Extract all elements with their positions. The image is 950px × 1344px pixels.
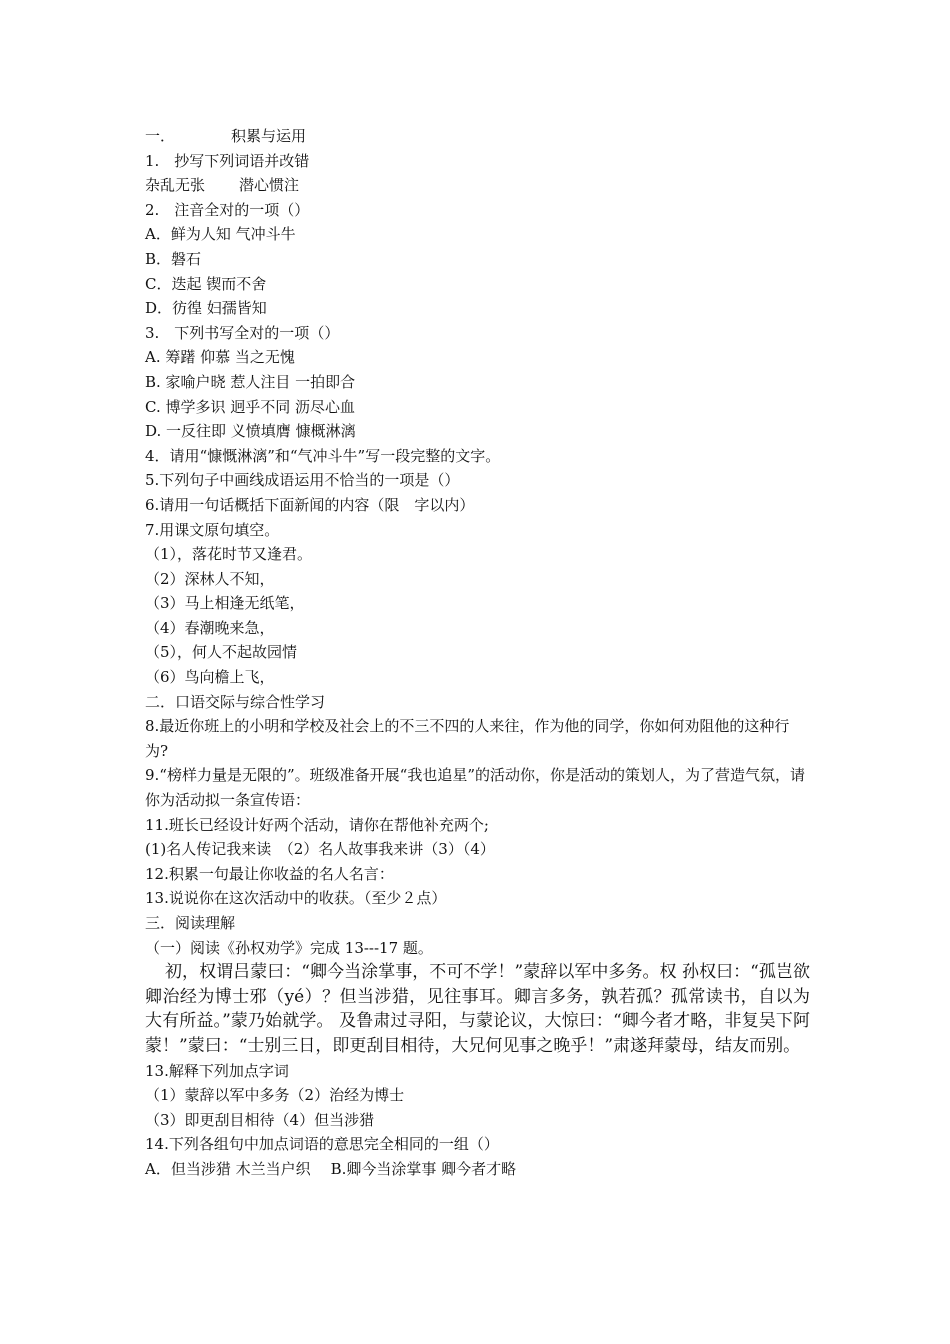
question-6: 6.请用一句话概括下面新闻的内容（限 字以内） [145,495,475,514]
question-14: 14.下列各组句中加点词语的意思完全相同的一组（） [145,1135,499,1154]
reading-instruction: （一）阅读《孙权劝学》完成 13---17 题。 [145,938,433,957]
question-5: 5.下列句子中画线成语运用不恰当的一项是（） [145,471,460,490]
section-heading-3: 三．阅读理解 [145,914,236,932]
question-8: 8.最近你班上的小明和学校及社会上的不三不四的人来往，作为他的同学，你如何劝阻他的这种行为? [145,717,790,760]
q2-option-d: D．彷徨 妇孺皆知 [145,299,267,318]
question-9: 9.“榜样力量是无限的”。班级准备开展“我也追星”的活动你，你是活动的策划人，为了营造气氛，请你为活动拟一条宣传语： [145,766,805,810]
q7-item-3: （3）马上相逢无纸笔， [145,594,305,613]
q7-item-1: （1），落花时节又逢君。 [145,545,313,564]
q2-option-a: A．鲜为人知 气冲斗牛 [145,225,296,244]
question-2: 2. 注音全对的一项（） [145,200,310,219]
section-number: 一． [145,127,176,145]
question-7: 7.用课文原句填空。 [145,520,280,539]
q7-item-6: （6）鸟向檐上飞， [145,668,275,687]
q14-option-b: B.卿今当涂掌事 卿今者才略 [330,1159,517,1178]
q3-option-a: A. 筹躇 仰慕 当之无愧 [145,348,295,367]
question-3: 3. 下列书写全对的一项（） [145,323,340,342]
q14-option-a: A．但当涉猎 木兰当户织 [145,1159,311,1178]
word-2: 潜心惯注 [239,176,300,195]
q7-item-2: （2）深林人不知， [145,569,275,588]
document-content [145,124,810,1182]
q3-option-c: C. 博学多识 迥乎不同 沥尽心血 [145,397,356,416]
q3-option-d: D. 一反往即 义愤填膺 慷概淋漓 [145,422,356,441]
q7-item-4: （4）春潮晚来急， [145,618,275,637]
question-11: 11.班长已经设计好两个活动，请你在帮他补充两个; [145,815,489,834]
section-heading-1 [145,124,810,149]
q11-items: (1)名人传记我来读 （2）名人故事我来讲（3）（4） [145,840,495,859]
question-1: 1. 抄写下列词语并改错 [145,151,310,170]
q3-option-b: B. 家喻户晓 惹人注目 一拍即合 [145,372,356,391]
q2-option-b: B．磐石 [145,249,202,268]
q7-item-5: （5），何人不起故园情 [145,643,298,662]
section-title: 积累与运用 [231,127,307,145]
question-13-explain: 13.解释下列加点字词 [145,1061,289,1080]
q13-items-1-2: （1）蒙辞以军中多务（2）治经为博士 [145,1086,405,1105]
section-heading-2: 二．口语交际与综合性学习 [145,692,326,711]
q2-option-c: C．迭起 锲而不舍 [145,274,267,293]
reading-passage: 初，权谓吕蒙曰：“卿今当涂掌事，不可不学！”蒙辞以军中多务。权 孙权曰：“孤岂欲卿治经为博士邪（yé）？但当涉猎，见往事耳。卿言多务，孰若孤？孤常读书，自以为大有所益。”蒙乃始就学。 及鲁肃过寻阳，与蒙论议，大惊曰：“卿今者才略，非复吴下阿蒙！”蒙曰：“士别三日，即更刮目相待，大兄何见事之晚乎！”肃遂拜蒙母，结友而别。 [145,962,810,1056]
q13-items-3-4: （3）即更刮目相待（4）但当涉猎 [145,1110,375,1129]
q14-options [145,1157,810,1182]
word-1: 杂乱无张 [145,176,206,195]
question-1-words [145,173,810,198]
question-13-gains: 13.说说你在这次活动中的收获。（至少２点） [145,889,447,908]
question-4: 4．请用“慷慨淋漓”和“气冲斗牛”写一段完整的文字。 [145,446,501,465]
question-12: 12.积累一句最让你收益的名人名言： [145,864,394,883]
